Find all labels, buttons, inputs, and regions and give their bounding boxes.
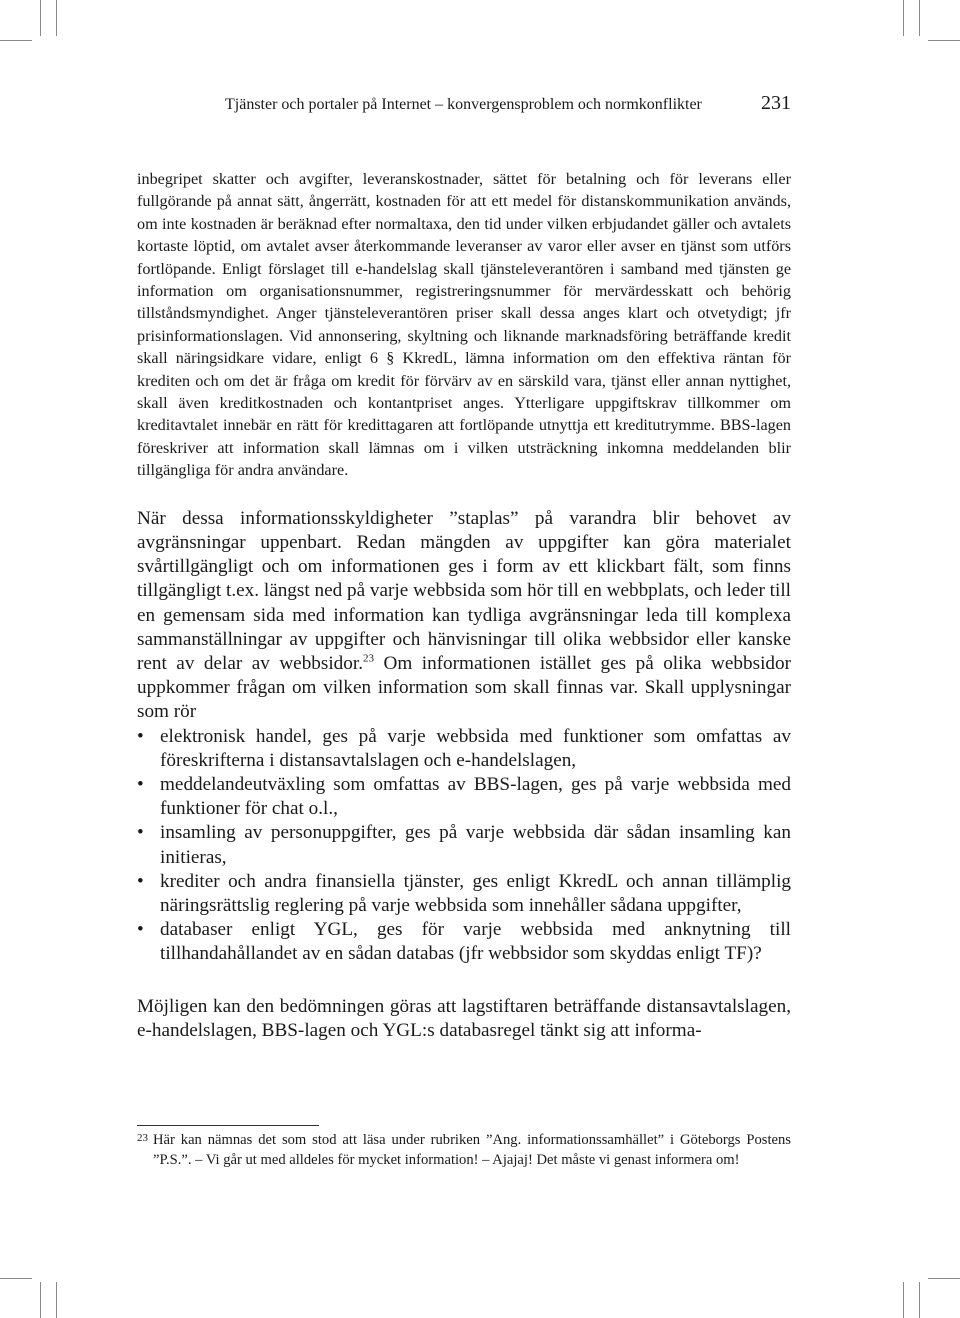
bullet-icon: • [137,919,144,941]
footnote-text: Här kan nämnas det som stod att läsa under rubriken ”Ang. informationssamhället” i Göteborgs Postens ”P.S.”. – Vi går ut med alldeles för mycket information! – Ajajaj! Det måste vi genast informera om! [153,1132,791,1168]
crop-mark [40,1282,41,1318]
bullet-icon: • [137,870,144,892]
paragraph-2 [137,507,791,725]
list-item-text: insamling av personuppgifter, ges på varje webbsida där sådan insamling kan initieras, [160,822,791,868]
crop-mark [56,1282,57,1318]
list-item [137,870,791,918]
list-item [137,725,791,773]
list-item-text: elektronisk handel, ges på varje webbsida med funktioner som omfattas av föreskrifterna i distansavtalslagen och e-handelslagen, [160,725,791,771]
bullet-icon: • [137,822,144,844]
paragraph-3: Möjligen kan den bedömningen göras att lagstiftaren beträffande distansavtalslagen, e-handelslagen, BBS-lagen och YGL:s databasregel tänkt sig att informa- [137,995,791,1041]
bullet-list [137,725,791,967]
paragraph-2-text-b: Om informationen istället ges på olika webbsidor uppkommer frågan om vilken information som skall finnas var. Skall upplysningar som rör [137,652,791,723]
crop-mark [903,0,904,36]
crop-mark [0,1278,32,1279]
bullet-icon: • [137,773,144,795]
footnote-divider [137,1125,319,1126]
running-header-title: Tjänster och portaler på Internet – konvergensproblem och normkonflikter [225,96,702,113]
crop-mark [928,1278,960,1279]
paragraph-1: inbegripet skatter och avgifter, leveranskostnader, sättet för betalning och för leverans eller fullgörande på annat sätt, ångerrätt, kostnaden för att ett medel för distanskommunikation används, om inte kostnaden är beräknad efter normaltaxa, den tid under vilken erbjudandet gäller och avtalets kortaste löptid, om avtalet avser återkommande leveranser av varor eller avser en tjänst som utförs fortlöpande. Enligt förslaget till e-handelslag skall tjänsteleverantören i samband med tjänsten ge information om organisationsnummer, registreringsnummer för mervärdesskatt och behörig tillståndsmyndighet. Anger tjänsteleverantören priser skall dessa anges klart och otvetydigt; jfr prisinformationslagen. Vid annonsering, skyltning och liknande marknadsföring beträffande kredit skall näringsidkare vidare, enligt 6 § KkredL, lämna information om den effektiva räntan för krediten och om det är fråga om kredit för förvärv av en särskild vara, tjänst eller annan nyttighet, skall även kreditkostnaden och kontantpriset anges. Ytterligare uppgiftskrav tillkommer om kreditavtalet innebär en rätt för kredittagaren att fortlöpande utnyttja ett kreditutrymme. BBS-lagen föreskriver att information skall lämnas om i vilken utsträckning inkomna meddelanden blir tillgängliga för andra användare. [137,170,791,480]
crop-mark [0,40,32,41]
footnote-number: 23 [137,1132,148,1144]
list-item [137,918,791,966]
list-item [137,773,791,821]
list-item-text: krediter och andra finansiella tjänster, ges enligt KkredL och annan tillämplig näringsrättslig reglering på varje webbsida som innehåller sådana uppgifter, [160,870,791,916]
list-item-text: databaser enligt YGL, ges för varje webbsida med anknytning till tillhandahållandet av en sådan databas (jfr webbsidor som skyddas enligt TF)? [160,919,791,965]
list-item-text: meddelandeutväxling som omfattas av BBS-lagen, ges på varje webbsida med funktioner för chat o.l., [160,773,791,820]
paragraph-2-text-a: När dessa informationsskyldigheter ”staplas” på varandra blir behovet av avgränsningar uppenbart. Redan mängden av uppgifter kan göra materialet svårtillgängligt och om informationen ges i form av ett klickbart fält, som finns tillgängligt t.ex. längst ned på varje webbsida som hör till en webbplats, och leder till en gemensam sida med information kan tydliga avgränsningar leda till komplexa sammanställningar av uppgifter och hänvisningar till olika webbsidor eller kanske rent av delar av webbsidor. [137,507,791,674]
body-text [137,168,791,1043]
crop-mark [903,1282,904,1318]
crop-mark [40,0,41,36]
crop-mark [56,0,57,36]
list-item [137,821,791,869]
crop-mark [919,1282,920,1318]
crop-mark [919,0,920,36]
footnote-reference: 23 [363,652,374,665]
crop-mark [928,40,960,41]
footnote [137,1131,791,1170]
bullet-icon: • [137,725,144,747]
page-number: 231 [761,92,791,114]
